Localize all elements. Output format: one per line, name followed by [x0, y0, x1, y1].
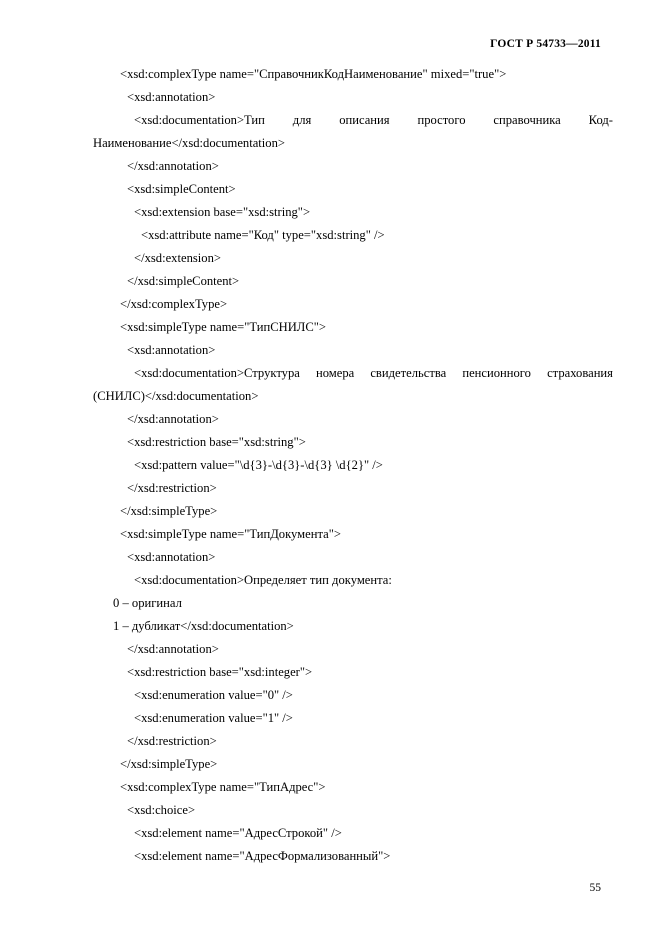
code-line: (СНИЛС)</xsd:documentation>	[93, 389, 259, 403]
code-line: <xsd:restriction base="xsd:string">	[127, 435, 306, 449]
code-line: <xsd:documentation>Тип для описания простого справочника Код-	[134, 113, 613, 127]
code-line: </xsd:restriction>	[127, 734, 217, 748]
page-number: 55	[589, 882, 601, 894]
code-line: </xsd:simpleType>	[120, 504, 218, 518]
code-line: </xsd:annotation>	[127, 642, 219, 656]
code-line: </xsd:complexType>	[120, 297, 228, 311]
code-line: <xsd:pattern value="\d{3}-\d{3}-\d{3} \d{2}" />	[134, 458, 383, 472]
code-line: </xsd:extension>	[134, 251, 221, 265]
code-line: <xsd:documentation>Определяет тип документа:	[134, 573, 392, 587]
code-line: <xsd:element name="АдресСтрокой" />	[134, 826, 342, 840]
code-line: <xsd:restriction base="xsd:integer">	[127, 665, 313, 679]
code-line: <xsd:extension base="xsd:string">	[134, 205, 311, 219]
code-line: <xsd:attribute name="Код" type="xsd:string" />	[141, 228, 385, 242]
code-line: <xsd:annotation>	[127, 550, 216, 564]
code-line: Наименование</xsd:documentation>	[93, 136, 285, 150]
code-line: </xsd:simpleContent>	[127, 274, 240, 288]
code-line: <xsd:complexType name="ТипАдрес">	[120, 780, 326, 794]
document-standard-header: ГОСТ Р 54733—2011	[490, 38, 601, 50]
code-line: 1 – дубликат</xsd:documentation>	[113, 619, 294, 633]
code-line: </xsd:restriction>	[127, 481, 217, 495]
code-line: <xsd:complexType name="СправочникКодНаименование" mixed="true">	[120, 67, 507, 81]
code-line: <xsd:documentation>Структура номера свидетельства пенсионного страхования	[134, 366, 613, 380]
code-line: 0 – оригинал	[113, 596, 182, 610]
code-line: <xsd:annotation>	[127, 343, 216, 357]
code-line: <xsd:annotation>	[127, 90, 216, 104]
code-line: </xsd:simpleType>	[120, 757, 218, 771]
code-line: <xsd:enumeration value="0" />	[134, 688, 293, 702]
code-line: <xsd:choice>	[127, 803, 196, 817]
code-line: <xsd:simpleContent>	[127, 182, 236, 196]
code-line: <xsd:element name="АдресФормализованный">	[134, 849, 391, 863]
code-line: </xsd:annotation>	[127, 412, 219, 426]
code-line: <xsd:enumeration value="1" />	[134, 711, 293, 725]
code-line: <xsd:simpleType name="ТипДокумента">	[120, 527, 341, 541]
code-line: <xsd:simpleType name="ТипСНИЛС">	[120, 320, 326, 334]
code-line: </xsd:annotation>	[127, 159, 219, 173]
